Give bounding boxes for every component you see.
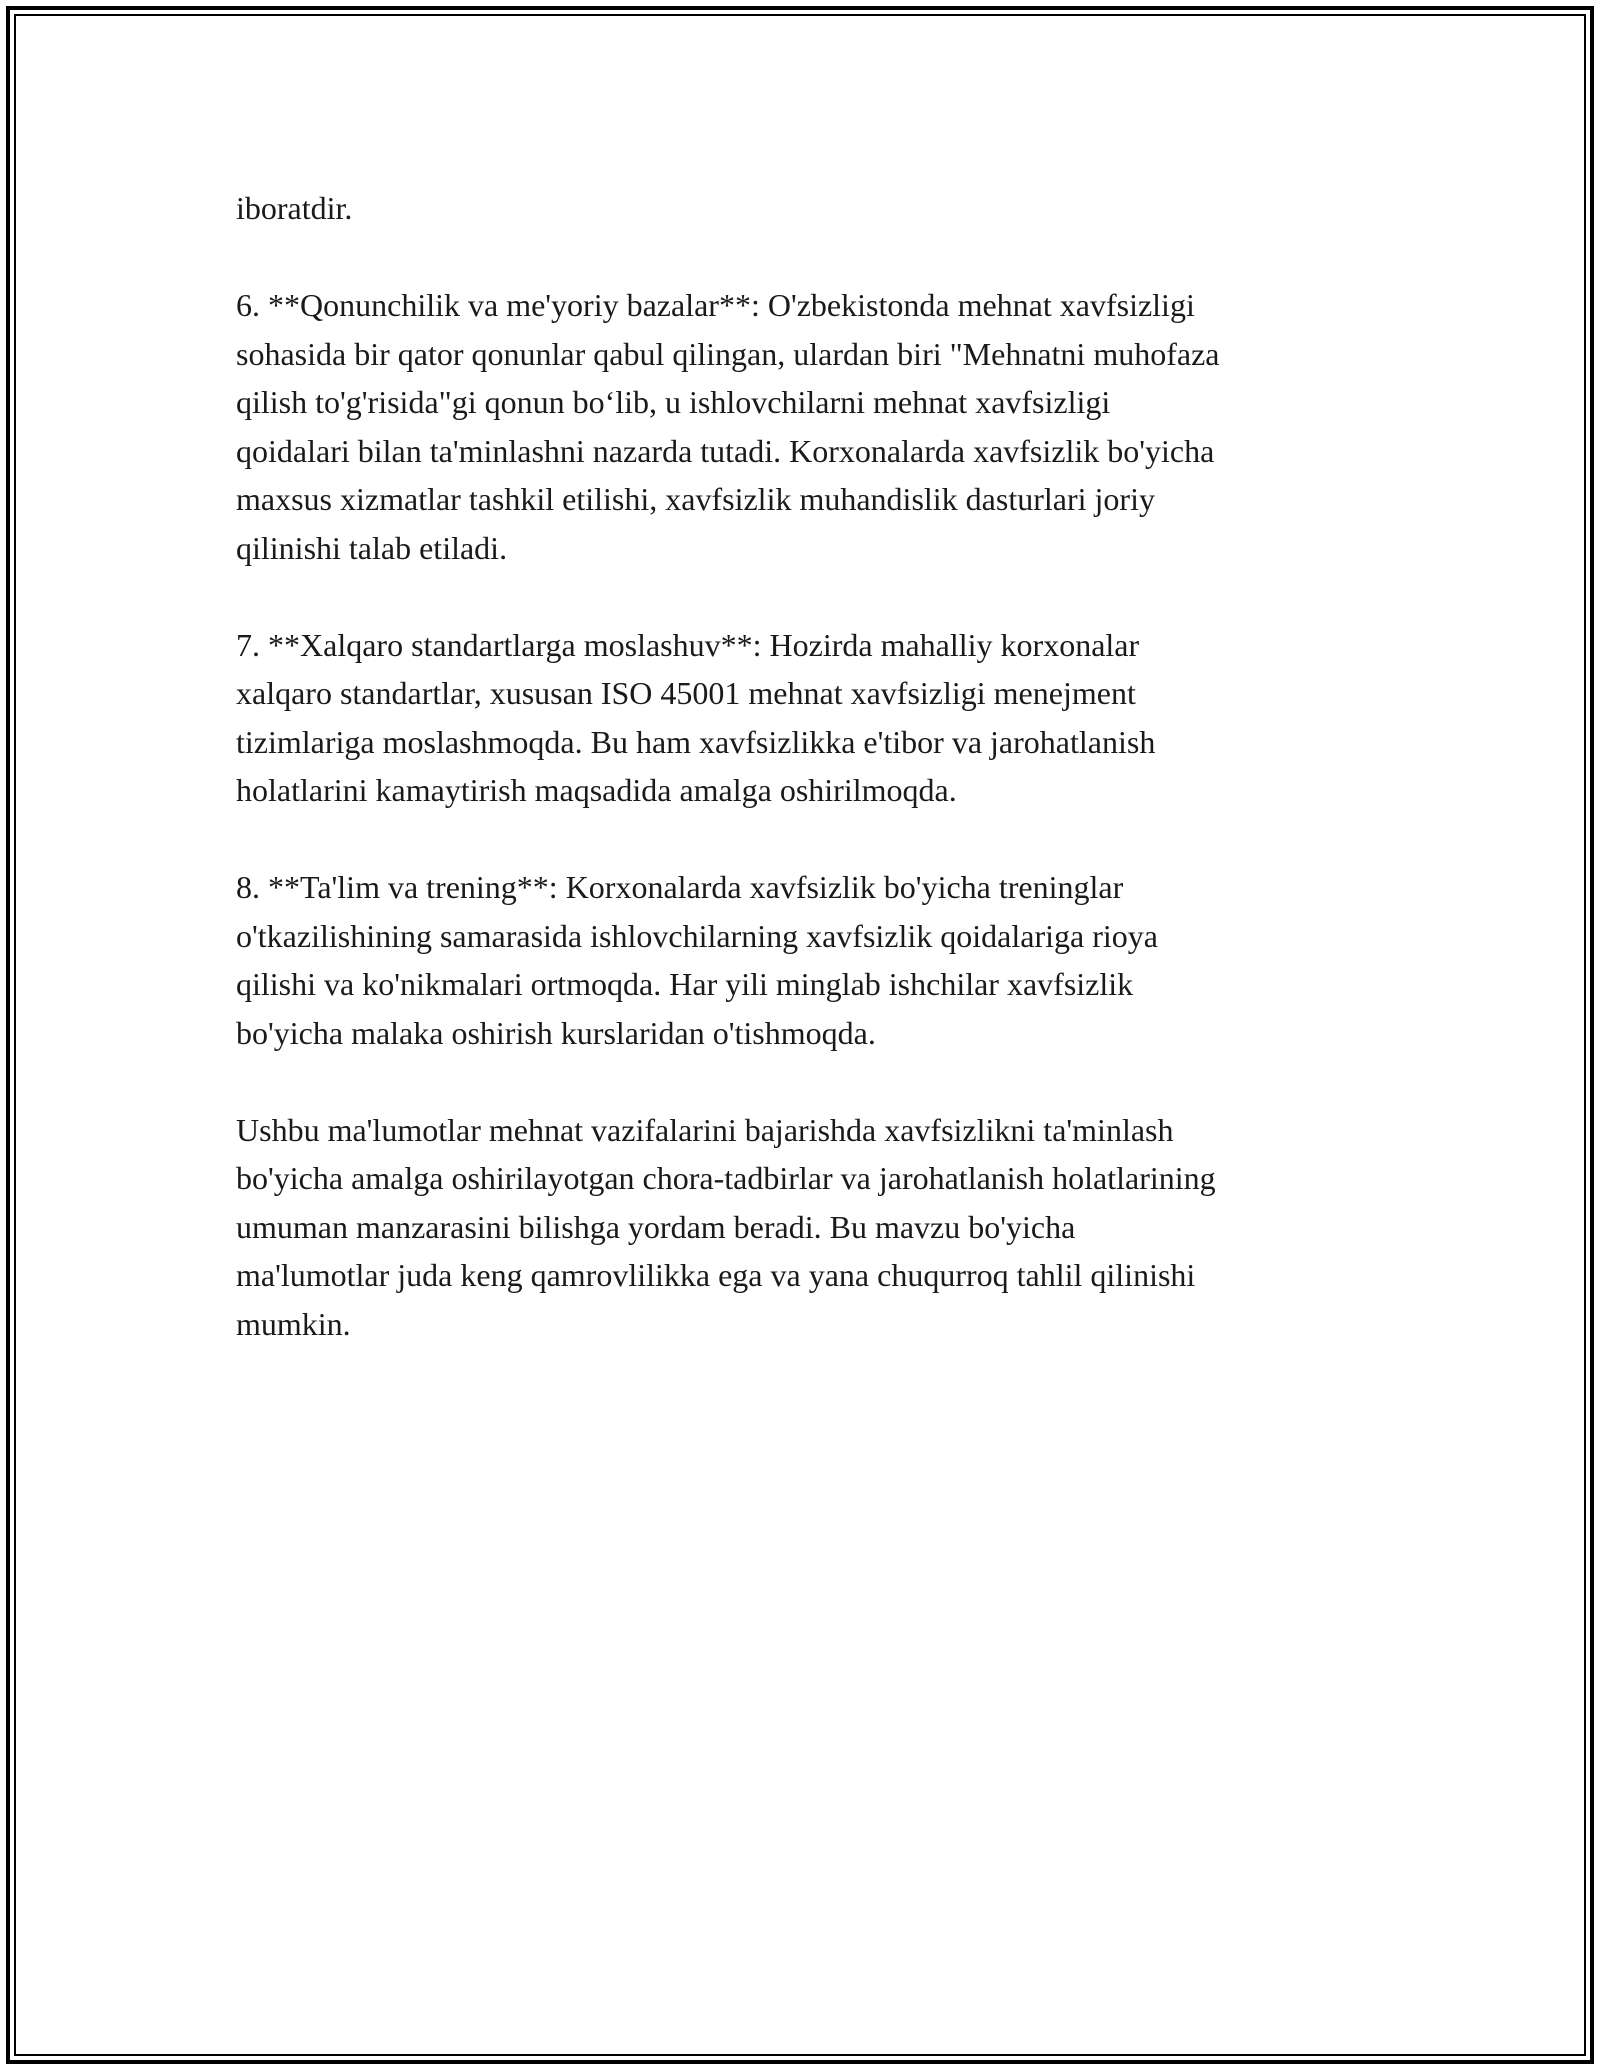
paragraph-training: 8. **Ta'lim va trening**: Korxonalarda xavfsizlik bo'yicha treninglar o'tkazilishining samarasida ishlovchilarning xavfsizlik qoidalariga rioya qilishi va ko'nikmalari ortmoqda. Har yili minglab ishchilar xavfsizlik bo'yicha malaka oshirish kurslaridan o'tishmoqda. <box>236 869 1158 1051</box>
paragraph-international-standards: 7. **Xalqaro standartlarga moslashuv**: Hozirda mahalliy korxonalar xalqaro standartlar, xususan ISO 45001 mehnat xavfsizligi menejment tizimlariga moslashmoqda. Bu ham xavfsizlikka e'tibor va jarohatlanish holatlarini kamaytirish maqsadida amalga oshirilmoqda. <box>236 626 1156 808</box>
paragraph-legislation: 6. **Qonunchilik va me'yoriy bazalar**: O'zbekistonda mehnat xavfsizligi sohasida bir qator qonunlar qabul qilingan, ulardan biri "Mehnatni muhofaza qilish to'g'risida"gi qonun bo‘lib, u ishlovchilarni mehnat xavfsizligi qoidalari bilan ta'minlashni nazarda tutadi. Korxonalarda xavfsizlik bo'yicha maxsus xizmatlar tashkil etilishi, xavfsizlik muhandislik dasturlari joriy qilinishi talab etiladi. <box>236 287 1220 566</box>
document-body <box>236 184 1376 1397</box>
paragraph-continuation: iboratdir. <box>236 190 353 226</box>
paragraph-conclusion: Ushbu ma'lumotlar mehnat vazifalarini bajarishda xavfsizlikni ta'minlash bo'yicha amalga oshirilayotgan chora-tadbirlar va jarohatlanish holatlarining umuman manzarasini bilishga yordam beradi. Bu mavzu bo'yicha ma'lumotlar juda keng qamrovlilikka ega va yana chuqurroq tahlil qilinishi mumkin. <box>236 1111 1216 1342</box>
